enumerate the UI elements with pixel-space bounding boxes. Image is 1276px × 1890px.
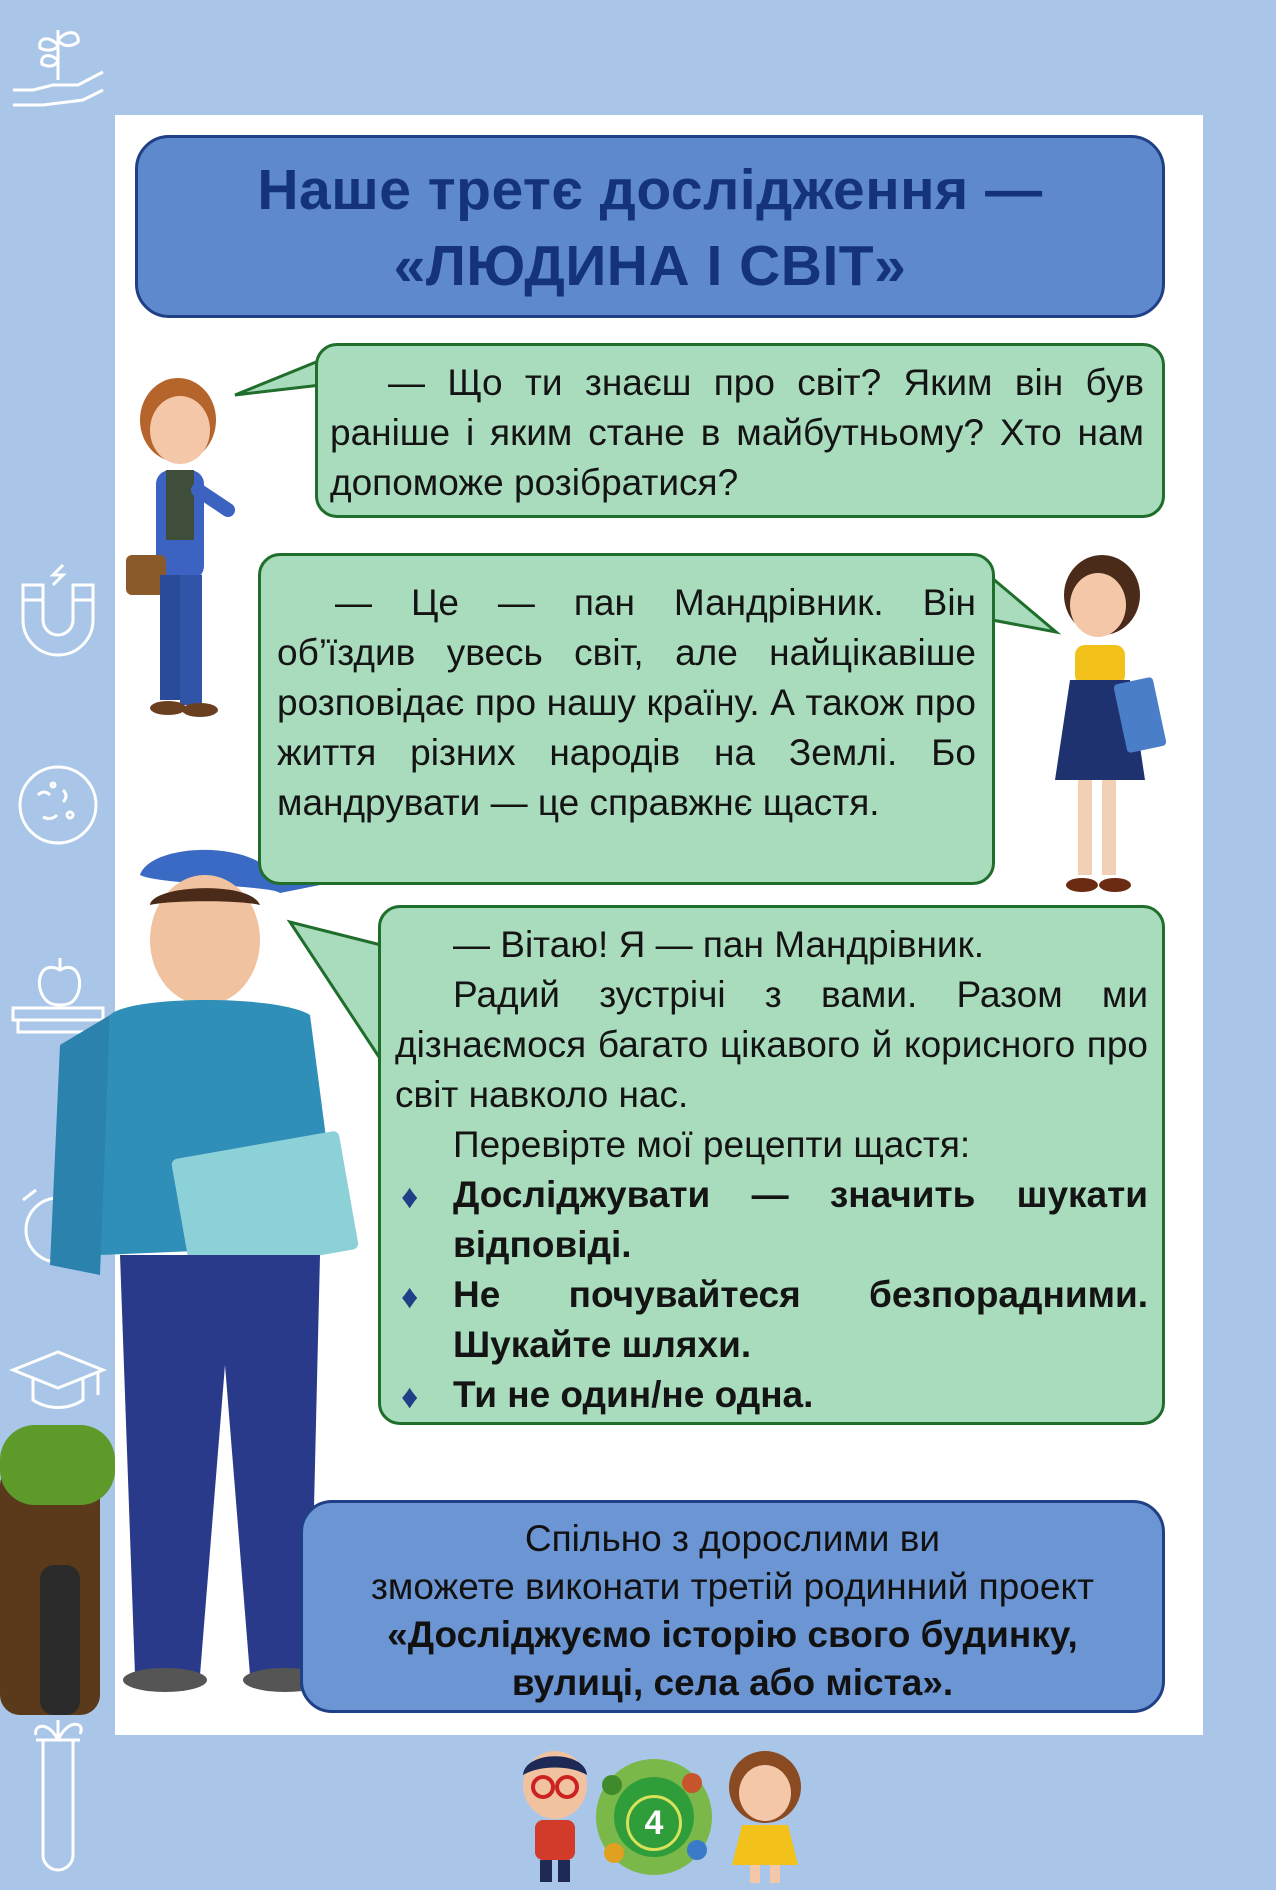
girl-illustration xyxy=(1040,550,1170,910)
family-project-box xyxy=(300,1500,1165,1713)
page-number: 4 xyxy=(626,1795,682,1851)
boy-speech-bubble xyxy=(315,343,1165,518)
traveler-speech-bubble xyxy=(378,905,1165,1425)
title-line-1: Наше третє дослідження — xyxy=(257,158,1043,222)
recipe-item: ♦ Досліджувати — значить шукати відповіді. xyxy=(401,1174,1148,1265)
title-banner xyxy=(135,135,1165,318)
project-line-3: «Досліджуємо історію свого будинку, xyxy=(387,1614,1078,1655)
backpack-illustration xyxy=(0,1425,115,1725)
traveler-greeting: — Вітаю! Я — пан Мандрівник. xyxy=(453,924,985,965)
girl-speech-bubble xyxy=(258,553,995,885)
diamond-bullet-icon: ♦ xyxy=(401,1278,419,1316)
boy-illustration xyxy=(118,370,238,720)
diamond-bullet-icon: ♦ xyxy=(401,1378,419,1416)
project-line-2: зможете виконати третій родинний проект xyxy=(370,1566,1095,1607)
test-tube-icon xyxy=(8,1710,108,1880)
project-line-1: Спільно з дорослими ви xyxy=(524,1518,941,1559)
mascot-girl-icon xyxy=(720,1745,810,1885)
recipe-item: ♦ Ти не один/не одна. xyxy=(395,1370,1148,1420)
plant-hand-icon xyxy=(8,10,108,110)
traveler-paragraph: Радий зустрічі з вами. Разом ми дізнаємося багато цікавого й корисного про світ навколо нас. xyxy=(395,974,1148,1115)
title-line-2: «ЛЮДИНА І СВІТ» xyxy=(393,234,907,298)
magnet-icon xyxy=(8,560,108,660)
mascot-boy-icon xyxy=(510,1745,600,1885)
recipes-list xyxy=(395,1170,1148,1420)
bacteria-icon xyxy=(8,755,108,855)
diamond-bullet-icon: ♦ xyxy=(401,1178,419,1216)
girl-speech-text: — Це — пан Мандрівник. Він об’їздив увесь світ, але найцікавіше розповідає про нашу країну. А також про життя різних народів на Землі. Бо мандрувати — це справжнє щастя. xyxy=(277,582,976,823)
project-line-4: вулиці, села або міста». xyxy=(511,1662,954,1703)
boy-speech-text: — Що ти знаєш про світ? Яким він був раніше і яким стане в майбутньому? Хто нам допоможе розібратися? xyxy=(330,362,1144,503)
recipes-intro: Перевірте мої рецепти щастя: xyxy=(453,1124,971,1165)
recipe-item: ♦ Не почувайтеся безпорадними. Шукайте шляхи. xyxy=(401,1274,1148,1365)
